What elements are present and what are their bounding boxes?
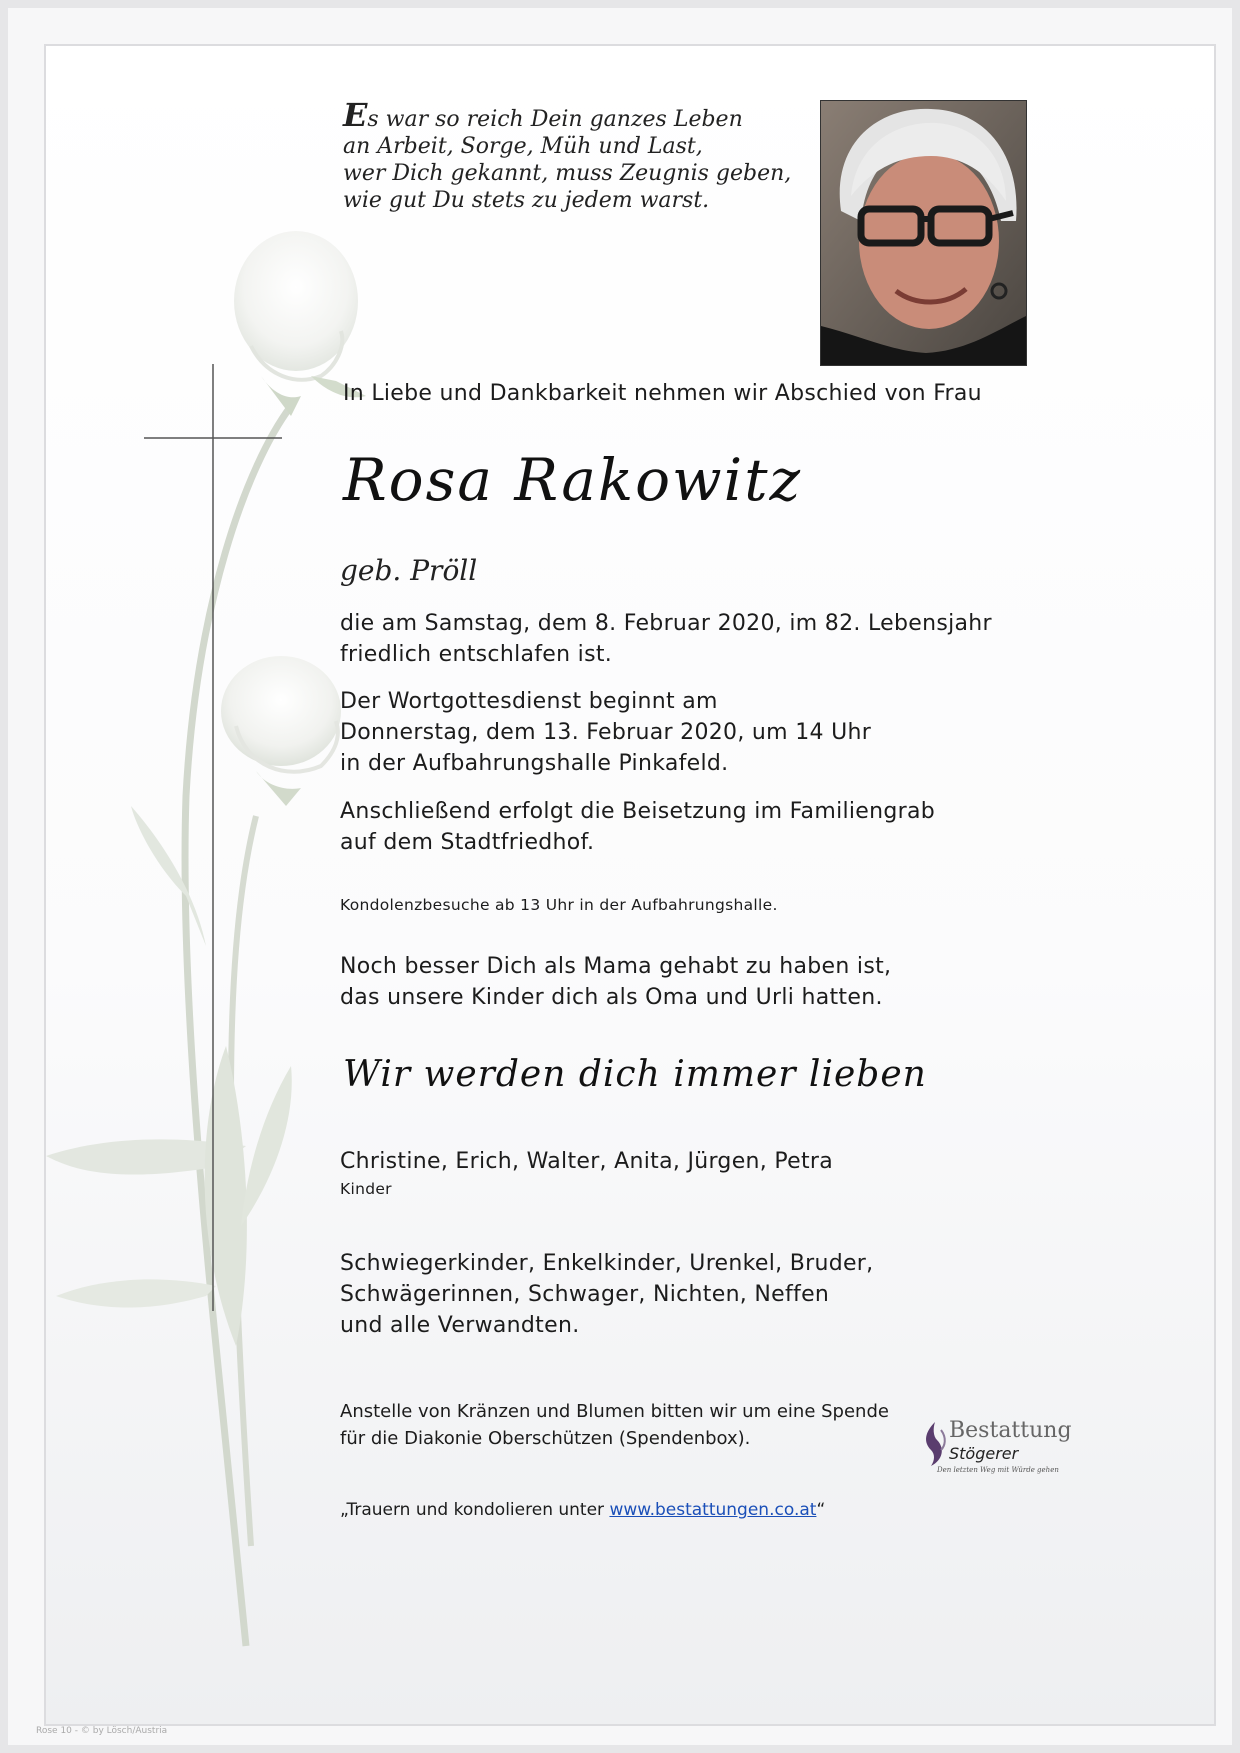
children <box>340 1146 833 1201</box>
condolence-visits <box>340 890 778 921</box>
motto: Wir werden dich immer lieben <box>343 1054 927 1095</box>
children-names: Christine, Erich, Walter, Anita, Jürgen, Petra <box>340 1149 834 1174</box>
death-notice <box>340 608 992 670</box>
footer-prefix: „Trauern und kondolieren unter <box>340 1500 610 1520</box>
poem-line-1 <box>343 96 803 134</box>
print-mark: Rose 10 - © by Lösch/Austria <box>36 1726 168 1736</box>
death-line-2: friedlich entschlafen ist. <box>340 642 613 667</box>
condolence-visits-text: Kondolenzbesuche ab 13 Uhr in der Aufbahrungshalle. <box>340 896 778 914</box>
condolence-footer <box>340 1500 825 1520</box>
donation-line-2: für die Diakonie Oberschützen (Spendenbox). <box>340 1428 751 1449</box>
flame-icon <box>921 1420 947 1468</box>
children-label: Kinder <box>340 1180 392 1198</box>
death-line-1: die am Samstag, dem 8. Februar 2020, im 82. Lebensjahr <box>340 611 992 636</box>
service-line-1: Der Wortgottesdienst beginnt am <box>340 689 718 714</box>
obituary-sheet <box>8 8 1232 1745</box>
intro-text: In Liebe und Dankbarkeit nehmen wir Abschied von Frau <box>343 381 982 406</box>
logo-word-stoegerer: Stögerer <box>949 1444 1019 1463</box>
logo-word-bestattung: Bestattung <box>949 1418 1072 1443</box>
donation-line-1: Anstelle von Kränzen und Blumen bitten wir um eine Spende <box>340 1401 889 1422</box>
obituary-frame <box>44 44 1216 1726</box>
portrait-photo <box>820 100 1027 366</box>
rose-decoration <box>46 46 446 1726</box>
burial-line-2: auf dem Stadtfriedhof. <box>340 830 595 855</box>
maiden-name: geb. Pröll <box>340 554 478 587</box>
relatives <box>340 1248 873 1341</box>
condolence-link[interactable]: www.bestattungen.co.at <box>609 1500 817 1520</box>
poem-line-3: wer Dich gekannt, muss Zeugnis geben, <box>343 161 792 186</box>
poem-line-1-rest: s war so reich Dein ganzes Leben <box>367 107 743 132</box>
tribute-line-1: Noch besser Dich als Mama gehabt zu haben ist, <box>340 954 892 979</box>
poem <box>343 96 803 214</box>
service-line-2: Donnerstag, dem 13. Februar 2020, um 14 Uhr <box>340 720 872 745</box>
service-info <box>340 686 871 779</box>
relatives-line-3: und alle Verwandten. <box>340 1313 580 1338</box>
footer-suffix: “ <box>816 1500 826 1520</box>
service-line-3: in der Aufbahrungshalle Pinkafeld. <box>340 751 729 776</box>
tribute <box>340 951 891 1013</box>
poem-initial: E <box>343 96 368 134</box>
relatives-line-1: Schwiegerkinder, Enkelkinder, Urenkel, Bruder, <box>340 1251 874 1276</box>
burial-line-1: Anschließend erfolgt die Beisetzung im Familiengrab <box>340 799 936 824</box>
funeral-home-logo <box>921 1418 1131 1478</box>
poem-line-2: an Arbeit, Sorge, Müh und Last, <box>343 134 703 159</box>
poem-line-4: wie gut Du stets zu jedem warst. <box>343 188 710 213</box>
donation-request <box>340 1398 889 1452</box>
tribute-line-2: das unsere Kinder dich als Oma und Urli hatten. <box>340 985 883 1010</box>
burial-info <box>340 796 935 858</box>
deceased-name: Rosa Rakowitz <box>343 446 803 514</box>
relatives-line-2: Schwägerinnen, Schwager, Nichten, Neffen <box>340 1282 830 1307</box>
logo-tagline: Den letzten Weg mit Würde gehen <box>937 1466 1059 1474</box>
